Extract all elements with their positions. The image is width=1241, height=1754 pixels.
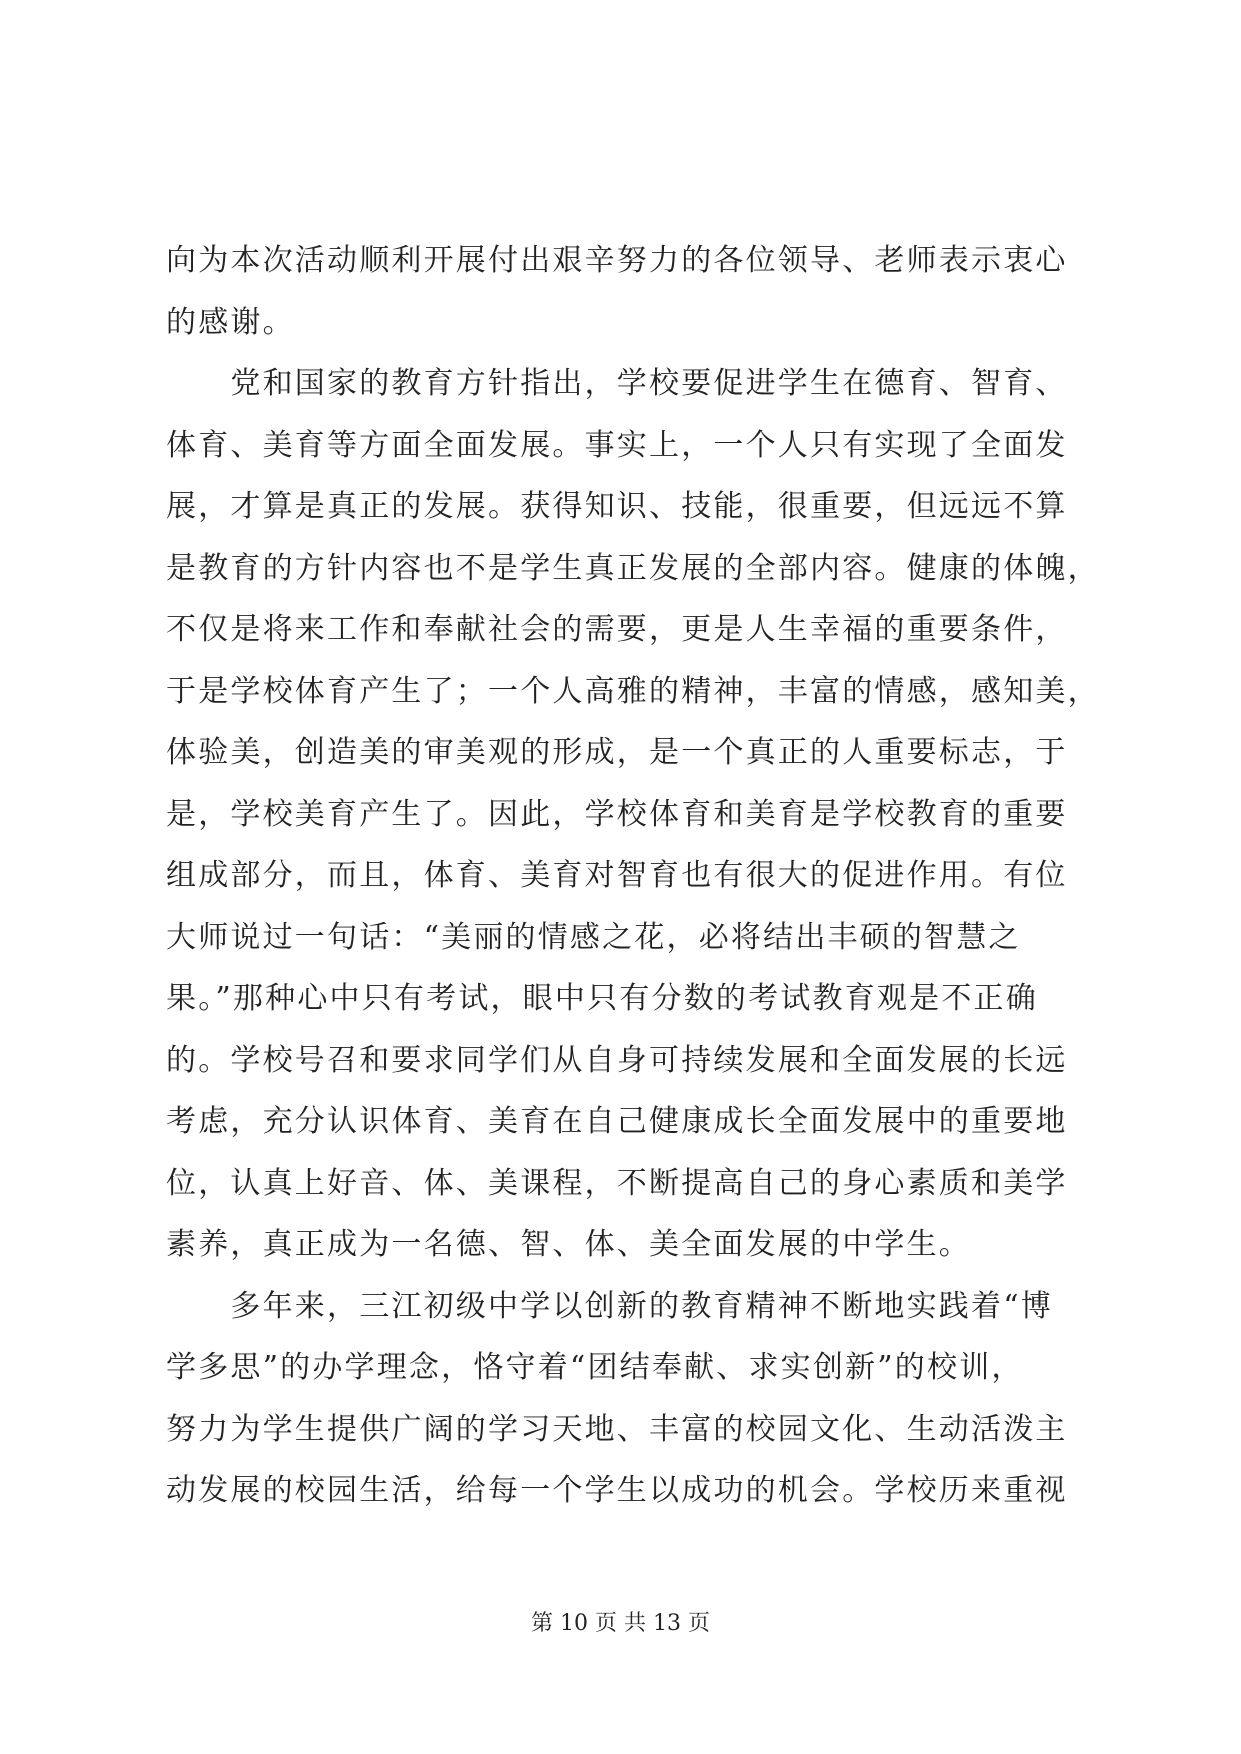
text-line: 是，学校美育产生了。因此，学校体育和美育是学校教育的重要 [166, 796, 1068, 832]
text-line: 不仅是将来工作和奉献社会的需要，更是人生幸福的重要条件， [166, 612, 1068, 647]
text-line: 动发展的校园生活，给每一个学生以成功的机会。学校历来重视 [166, 1473, 1068, 1508]
text-line: 大师说过一句话：“美丽的情感之花，必将结出丰硕的智慧之 [166, 919, 1021, 955]
text-line: 的。学校号召和要求同学们从自身可持续发展和全面发展的长远 [166, 1042, 1068, 1078]
text-line: 党和国家的教育方针指出，学校要促进学生在德育、智育、 [166, 366, 1068, 401]
page-number-footer: 第 10 页 共 13 页 [531, 1611, 710, 1636]
text-line: 向为本次活动顺利开展付出艰辛努力的各位领导、老师表示衷心 [166, 243, 1068, 278]
text-line: 学多思”的办学理念，恪守着“团结奉献、求实创新”的校训， [166, 1350, 1024, 1385]
text-line: 于是学校体育产生了；一个人高雅的精神，丰富的情感，感知美， [166, 673, 1100, 709]
text-line: 体育、美育等方面全面发展。事实上，一个人只有实现了全面发 [166, 427, 1068, 463]
text-line: 多年来，三江初级中学以创新的教育精神不断地实践着“博 [166, 1288, 1053, 1324]
text-line: 体验美，创造美的审美观的形成，是一个真正的人重要标志，于 [166, 735, 1068, 770]
text-line: 位，认真上好音、体、美课程，不断提高自己的身心素质和美学 [166, 1165, 1068, 1201]
text-line: 组成部分，而且，体育、美育对智育也有很大的促进作用。有位 [166, 858, 1068, 893]
body-text [166, 230, 1100, 1522]
text-line: 努力为学生提供广阔的学习天地、丰富的校园文化、生动活泼主 [166, 1411, 1068, 1447]
text-line: 果。”那种心中只有考试，眼中只有分数的考试教育观是不正确 [166, 981, 1038, 1016]
text-line: 考虑，充分认识体育、美育在自己健康成长全面发展中的重要地 [166, 1104, 1068, 1139]
text-line: 是教育的方针内容也不是学生真正发展的全部内容。健康的体魄， [166, 550, 1100, 586]
text-line: 的感谢。 [166, 304, 295, 340]
text-line: 素养，真正成为一名德、智、体、美全面发展的中学生。 [166, 1227, 971, 1262]
text-line: 展，才算是真正的发展。获得知识、技能，很重要，但远远不算 [166, 489, 1068, 524]
